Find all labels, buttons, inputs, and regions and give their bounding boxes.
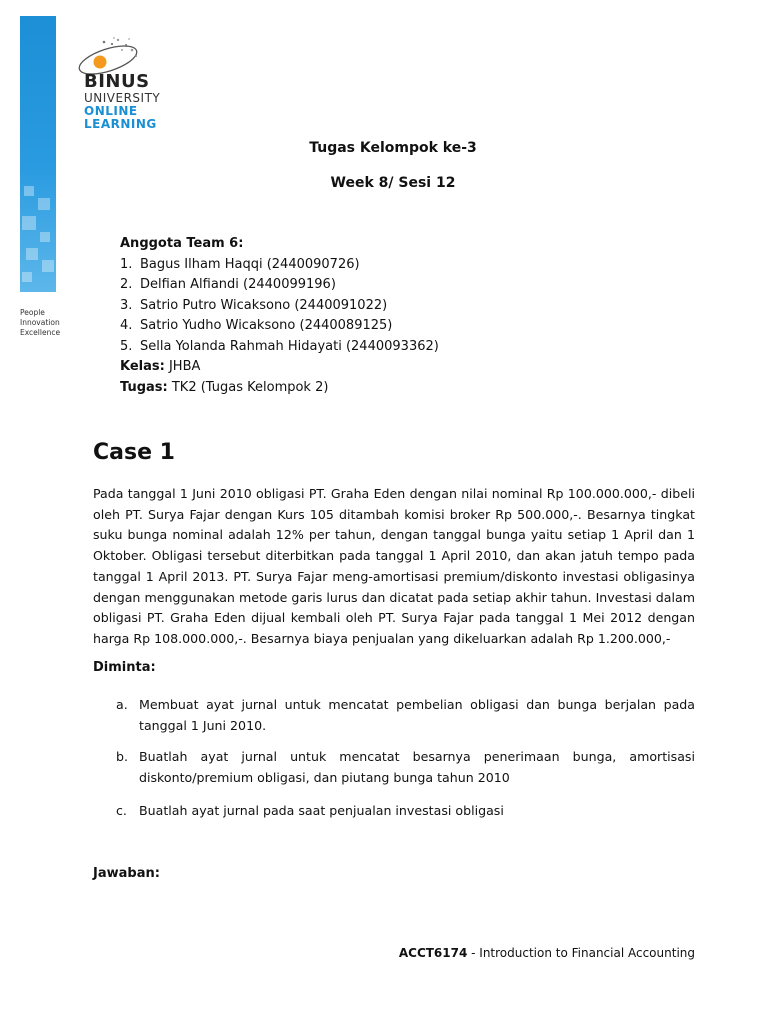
case-title: Case 1 <box>93 440 175 465</box>
team-member: 1. Bagus Ilham Haqqi (2440090726) <box>120 256 360 272</box>
tugas-line: Tugas: TK2 (Tugas Kelompok 2) <box>120 379 329 395</box>
team-member: 2. Delfian Alfiandi (2440099196) <box>120 277 336 292</box>
document-title: Tugas Kelompok ke-3 <box>309 140 477 156</box>
page-footer <box>399 946 695 960</box>
team-heading: Anggota Team 6: <box>120 236 244 251</box>
course-name: - Introduction to Financial Accounting <box>467 946 695 960</box>
logo-text-binus: BINUS <box>84 71 150 92</box>
task-letter: a. <box>116 697 128 712</box>
task-item-c <box>116 800 695 821</box>
task-text: Buatlah ayat jurnal untuk mencatat besarnya penerimaan bunga, amortisasi diskonto/premium obligasi, dan piutang bunga tahun 2010 <box>139 749 695 785</box>
task-text: Buatlah ayat jurnal pada saat penjualan investasi obligasi <box>139 803 504 818</box>
team-info <box>120 234 439 398</box>
team-member: 5. Sella Yolanda Rahmah Hidayati (2440093362) <box>120 338 439 354</box>
diminta-heading: Diminta: <box>93 660 156 675</box>
task-letter: b. <box>116 749 128 764</box>
binus-logo <box>74 36 204 136</box>
task-text: Membuat ayat jurnal untuk mencatat pembelian obligasi dan bunga berjalan pada tanggal 1 Juni 2010. <box>139 697 695 733</box>
logo-text-learning: LEARNING <box>84 117 157 131</box>
team-member: 3. Satrio Putro Wicaksono (2440091022) <box>120 297 388 313</box>
tagline-line: Excellence <box>20 328 61 337</box>
logo-text-university: UNIVERSITY <box>84 91 161 105</box>
jawaban-heading: Jawaban: <box>93 866 160 881</box>
task-item-a <box>116 694 695 736</box>
kelas-line: Kelas: JHBA <box>120 359 201 374</box>
tagline-line: Innovation <box>20 318 60 327</box>
team-member: 4. Satrio Yudho Wicaksono (2440089125) <box>120 318 393 333</box>
logo-text-online: ONLINE <box>84 104 138 118</box>
course-code: ACCT6174 <box>398 946 468 960</box>
case-paragraph: Pada tanggal 1 Juni 2010 obligasi PT. Graha Eden dengan nilai nominal Rp 100.000.000,- dibeli oleh PT. Surya Fajar dengan Kurs 105 ditambah komisi broker Rp 500.000,-. Besarnya tingkat suku bunga nominal adalah 12% per tahun, dengan tanggal bunga yaitu setiap 1 April dan 1 Oktober. Obligasi tersebut diterbitkan pada tanggal 1 April 2010, dan akan jatuh tempo pada tanggal 1 April 2013. PT. Surya Fajar meng-amortisasi premium/diskonto investasi obligasinya dengan menggunakan metode garis lurus dan dicatat pada setiap akhir tahun. Investasi dalam obligasi PT. Graha Eden dijual kembali oleh PT. Surya Fajar pada tanggal 1 Mei 2012 dengan harga Rp 108.000.000,-. Besarnya biaya penjualan yang dikeluarkan adalah Rp 1.200.000,- <box>93 486 695 646</box>
task-item-b <box>116 746 695 788</box>
tagline-line: People <box>20 308 45 317</box>
brand-tagline <box>20 308 60 338</box>
task-letter: c. <box>116 803 127 818</box>
document-subtitle: Week 8/ Sesi 12 <box>330 175 456 191</box>
